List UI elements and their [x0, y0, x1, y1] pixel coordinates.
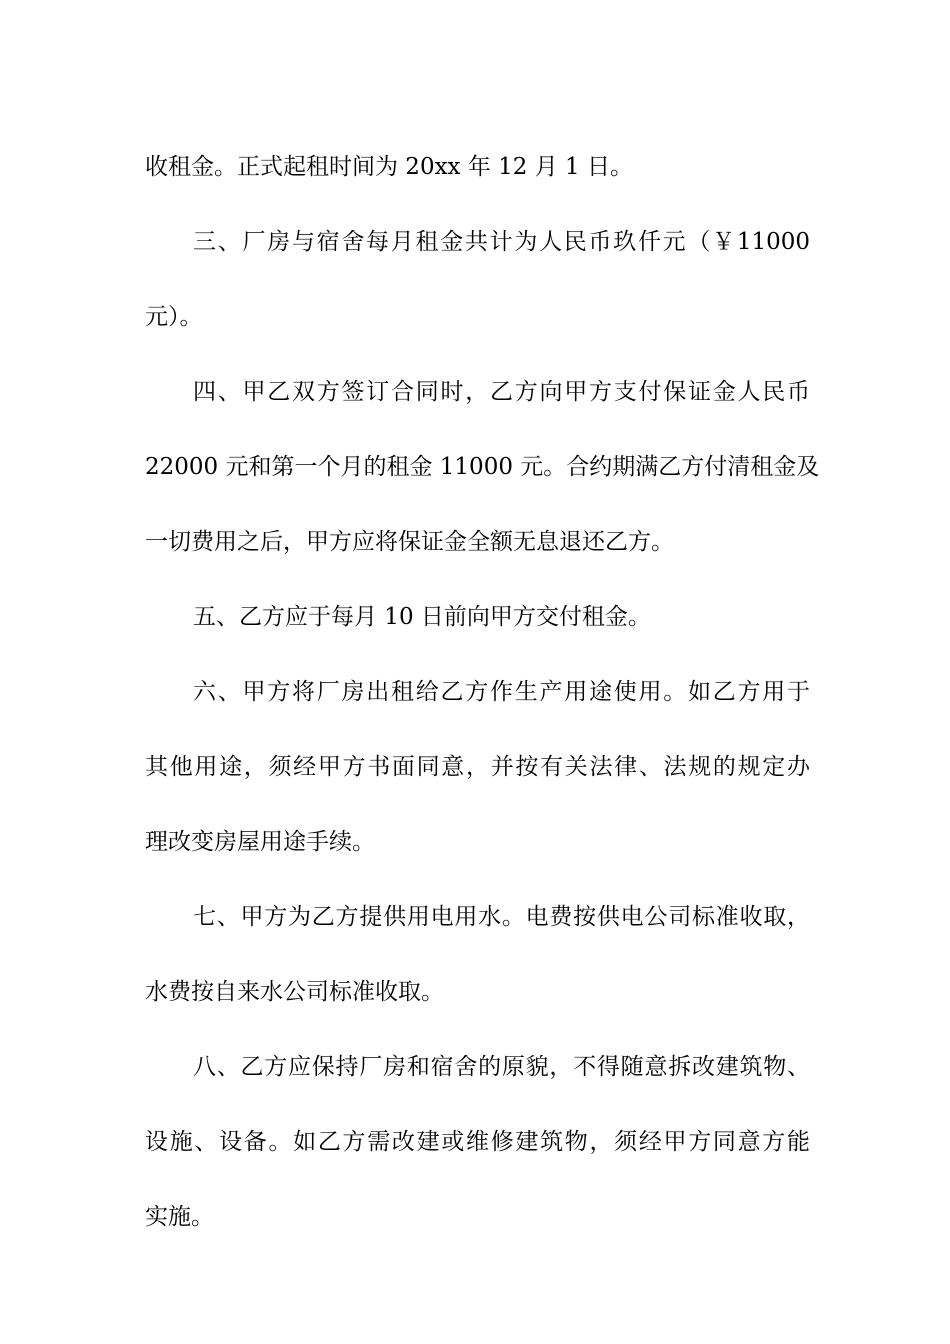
- text-line: 收租金。正式起租时间为 20xx 年 12 月 1 日。: [145, 154, 633, 180]
- text-line: 四、甲乙双方签订合同时，乙方向甲方支付保证金人民币: [193, 379, 810, 405]
- text-line: 元）。: [145, 304, 203, 330]
- text-line: 六、甲方将厂房出租给乙方作生产用途使用。如乙方用于: [193, 679, 810, 705]
- text-line: 设施、设备。如乙方需改建或维修建筑物，须经甲方同意方能: [145, 1129, 810, 1155]
- text-line: 水费按自来水公司标准收取。: [145, 979, 444, 1005]
- document-body: [145, 130, 820, 1255]
- text-line: 22000 元和第一个月的租金 11000 元。合约期满乙方付清租金及: [145, 454, 820, 480]
- text-line: 一切费用之后，甲方应将保证金全额无息退还乙方。: [145, 529, 674, 555]
- text-line: 八、乙方应保持厂房和宿舍的原貌，不得随意拆改建筑物、: [193, 1054, 810, 1080]
- text-line: 五、乙方应于每月 10 日前向甲方交付租金。: [193, 604, 651, 630]
- text-line: 理改变房屋用途手续。: [145, 829, 375, 855]
- text-line: 实施。: [145, 1204, 214, 1230]
- text-line: 三、厂房与宿舍每月租金共计为人民币玖仟元（￥11000: [193, 229, 810, 255]
- text-line: 其他用途，须经甲方书面同意，并按有关法律、法规的规定办: [145, 754, 810, 780]
- text-line: 七、甲方为乙方提供用电用水。电费按供电公司标准收取，: [193, 904, 810, 930]
